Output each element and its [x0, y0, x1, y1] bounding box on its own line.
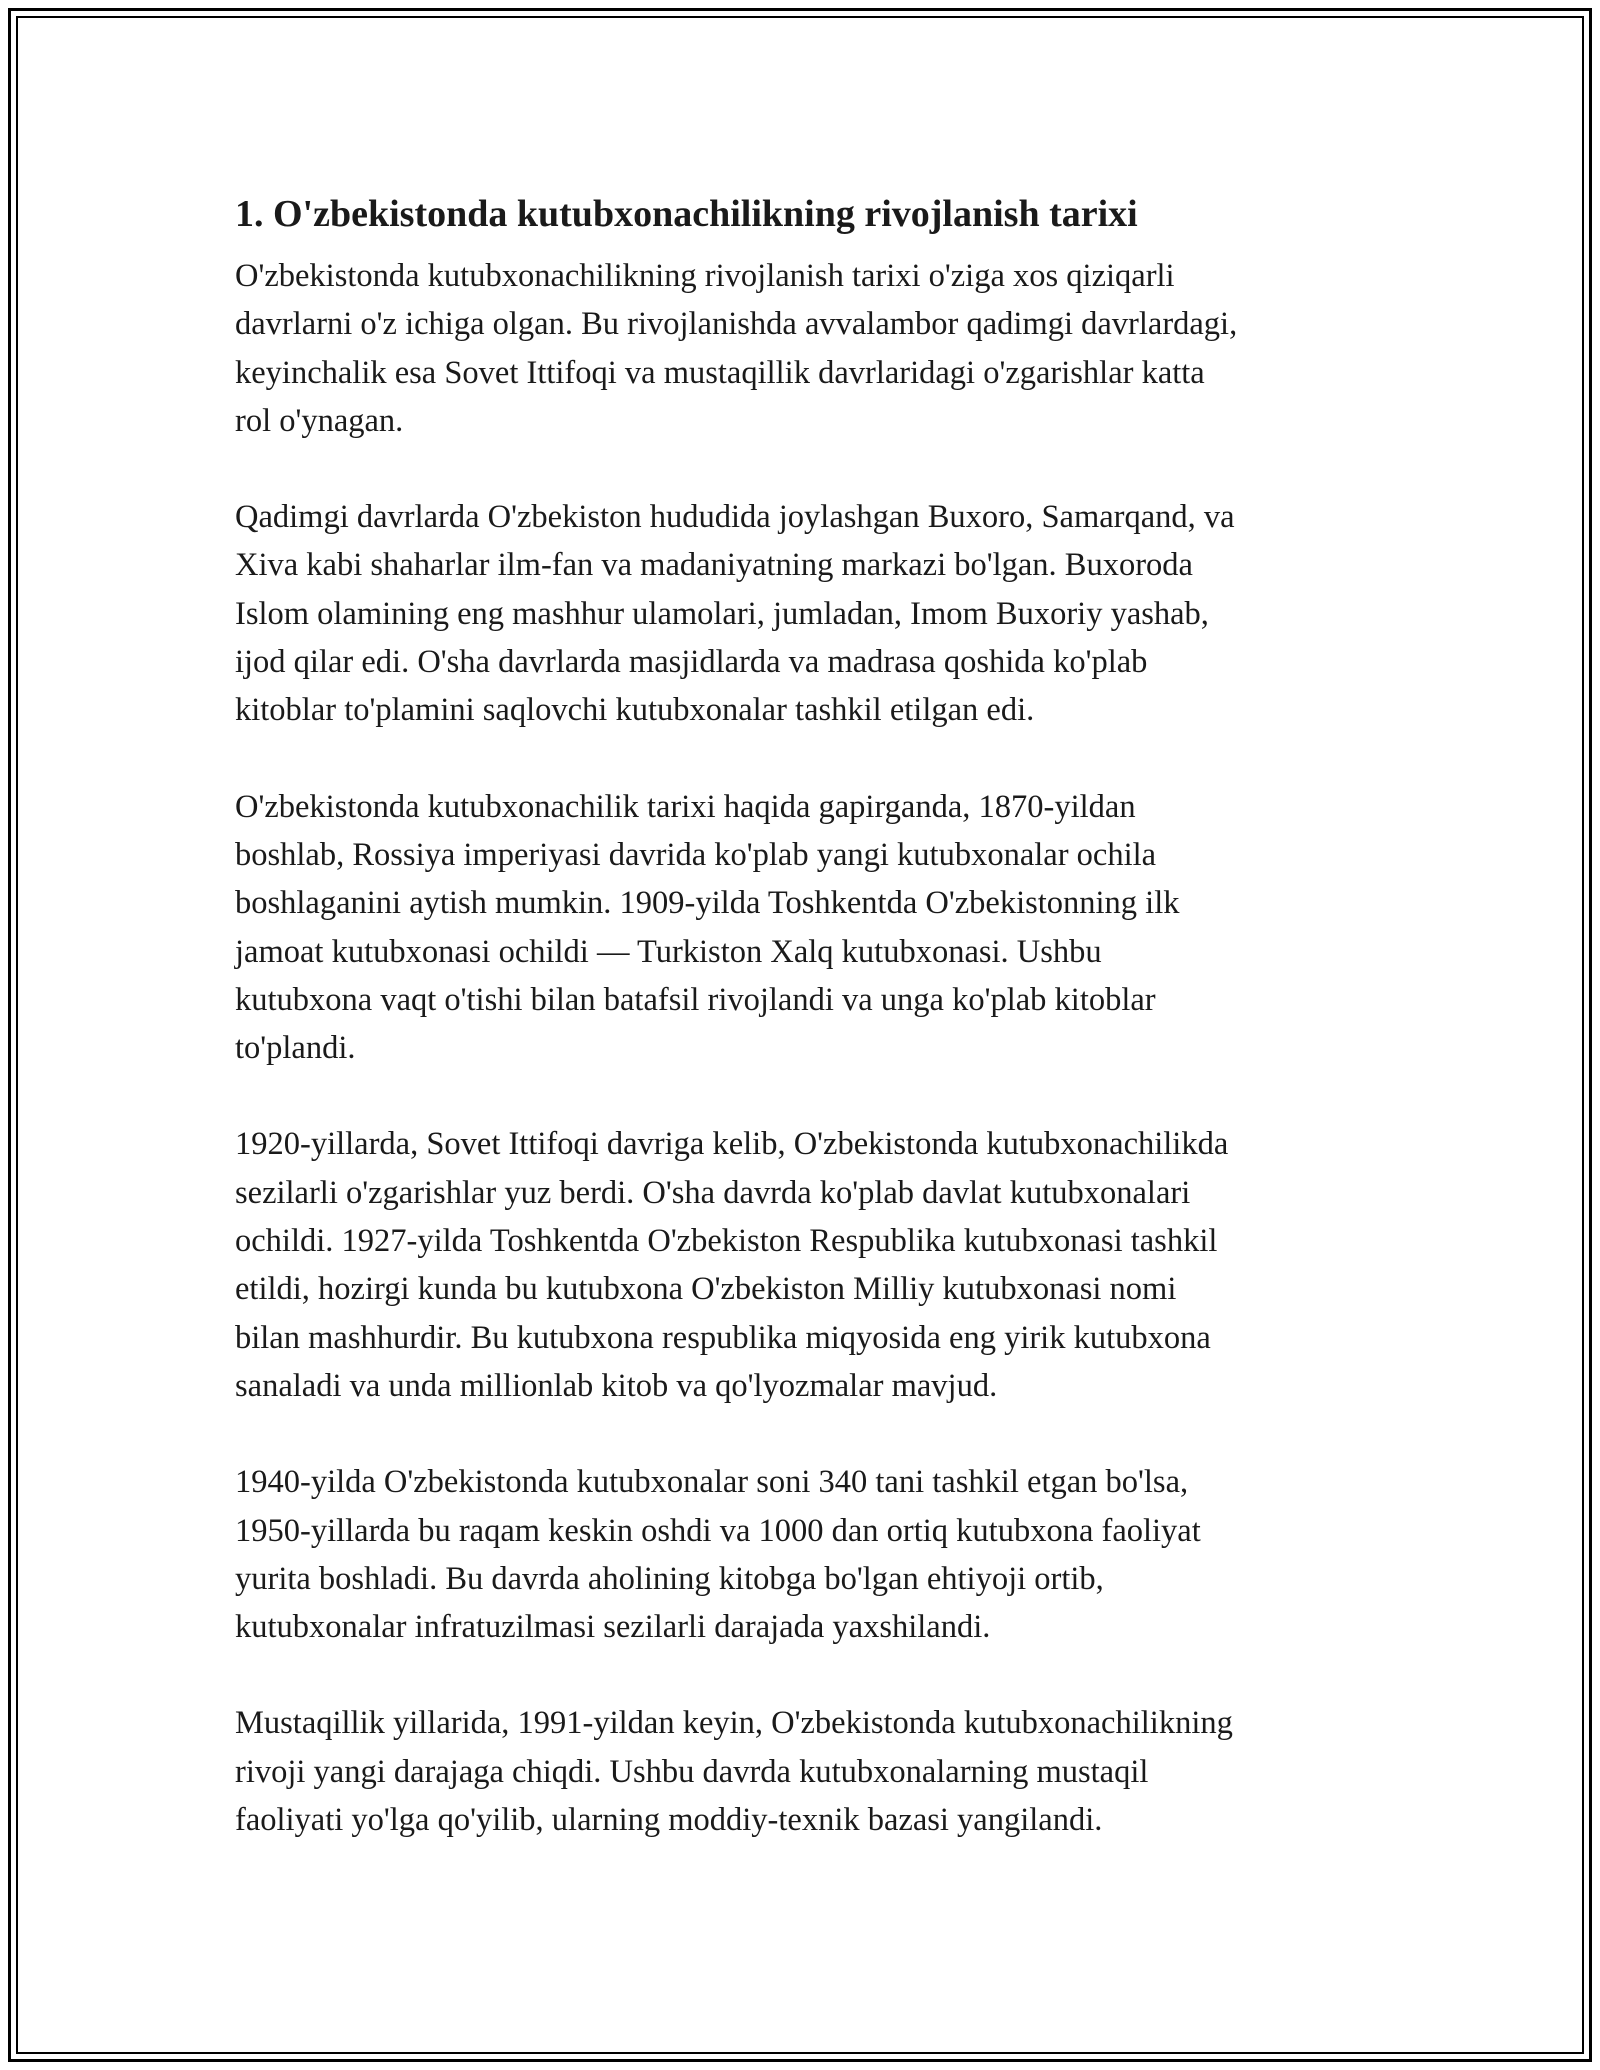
paragraph-line: boshlab, Rossiya imperiyasi davrida ko'plab yangi kutubxonalar ochila: [235, 836, 1157, 873]
paragraph-line: rol o'ynagan.: [235, 402, 404, 439]
paragraph-line: Mustaqillik yillarida, 1991-yildan keyin, O'zbekistonda kutubxonachilikning: [235, 1705, 1233, 1742]
paragraph: [235, 1699, 1385, 1844]
paragraph-line: rivoji yangi darajaga chiqdi. Ushbu davrda kutubxonalarning mustaqil: [235, 1753, 1149, 1790]
paragraph: [235, 252, 1385, 445]
document-body: [235, 186, 1385, 1892]
paragraph-list: [235, 252, 1385, 1844]
paragraph-line: bilan mashhurdir. Bu kutubxona respublika miqyosida eng yirik kutubxona: [235, 1319, 1211, 1356]
paragraph-line: sanaladi va unda millionlab kitob va qo'lyozmalar mavjud.: [235, 1367, 998, 1404]
paragraph-line: boshlaganini aytish mumkin. 1909-yilda Toshkentda O'zbekistonning ilk: [235, 885, 1180, 922]
paragraph: [235, 783, 1385, 1073]
paragraph-line: kutubxonalar infratuzilmasi sezilarli darajada yaxshilandi.: [235, 1609, 991, 1646]
paragraph-line: kitoblar to'plamini saqlovchi kutubxonalar tashkil etilgan edi.: [235, 692, 1035, 729]
paragraph-line: 1950-yillarda bu raqam keskin oshdi va 1000 dan ortiq kutubxona faoliyat: [235, 1512, 1201, 1549]
paragraph-line: ijod qilar edi. O'sha davrlarda masjidlarda va madrasa qoshida ko'plab: [235, 644, 1148, 681]
paragraph: [235, 1120, 1385, 1410]
paragraph-line: sezilarli o'zgarishlar yuz berdi. O'sha davrda ko'plab davlat kutubxonalari: [235, 1174, 1191, 1211]
paragraph-line: kutubxona vaqt o'tishi bilan batafsil rivojlandi va unga ko'plab kitoblar: [235, 981, 1156, 1018]
paragraph-line: Xiva kabi shaharlar ilm-fan va madaniyatning markazi bo'lgan. Buxoroda: [235, 547, 1193, 584]
paragraph: [235, 1458, 1385, 1651]
section-heading: 1. O'zbekistonda kutubxonachilikning rivojlanish tarixi: [235, 193, 1138, 235]
paragraph-line: etildi, hozirgi kunda bu kutubxona O'zbekiston Milliy kutubxonasi nomi: [235, 1271, 1177, 1308]
paragraph-line: 1940-yilda O'zbekistonda kutubxonalar soni 340 tani tashkil etgan bo'lsa,: [235, 1464, 1189, 1501]
paragraph-line: davrlarni o'z ichiga olgan. Bu rivojlanishda avvalambor qadimgi davrlardagi,: [235, 306, 1238, 343]
paragraph-line: keyinchalik esa Sovet Ittifoqi va mustaqillik davrlaridagi o'zgarishlar katta: [235, 354, 1205, 391]
paragraph-line: to'plandi.: [235, 1030, 356, 1067]
paragraph-line: yurita boshladi. Bu davrda aholining kitobga bo'lgan ehtiyoji ortib,: [235, 1560, 1104, 1597]
paragraph-line: Islom olamining eng mashhur ulamolari, jumladan, Imom Buxoriy yashab,: [235, 595, 1209, 632]
paragraph-line: 1920-yillarda, Sovet Ittifoqi davriga kelib, O'zbekistonda kutubxonachilikda: [235, 1126, 1229, 1163]
paragraph-line: O'zbekistonda kutubxonachilikning rivojlanish tarixi o'ziga xos qiziqarli: [235, 258, 1175, 294]
paragraph-line: ochildi. 1927-yilda Toshkentda O'zbekiston Respublika kutubxonasi tashkil: [235, 1223, 1218, 1260]
paragraph: [235, 493, 1385, 734]
paragraph-line: O'zbekistonda kutubxonachilik tarixi haqida gapirganda, 1870-yildan: [235, 788, 1136, 825]
paragraph-line: Qadimgi davrlarda O'zbekiston hududida joylashgan Buxoro, Samarqand, va: [235, 499, 1235, 536]
paragraph-line: faoliyati yo'lga qo'yilib, ularning moddiy-texnik bazasi yangilandi.: [235, 1802, 1103, 1839]
paragraph-line: jamoat kutubxonasi ochildi — Turkiston Xalq kutubxonasi. Ushbu: [235, 933, 1102, 970]
